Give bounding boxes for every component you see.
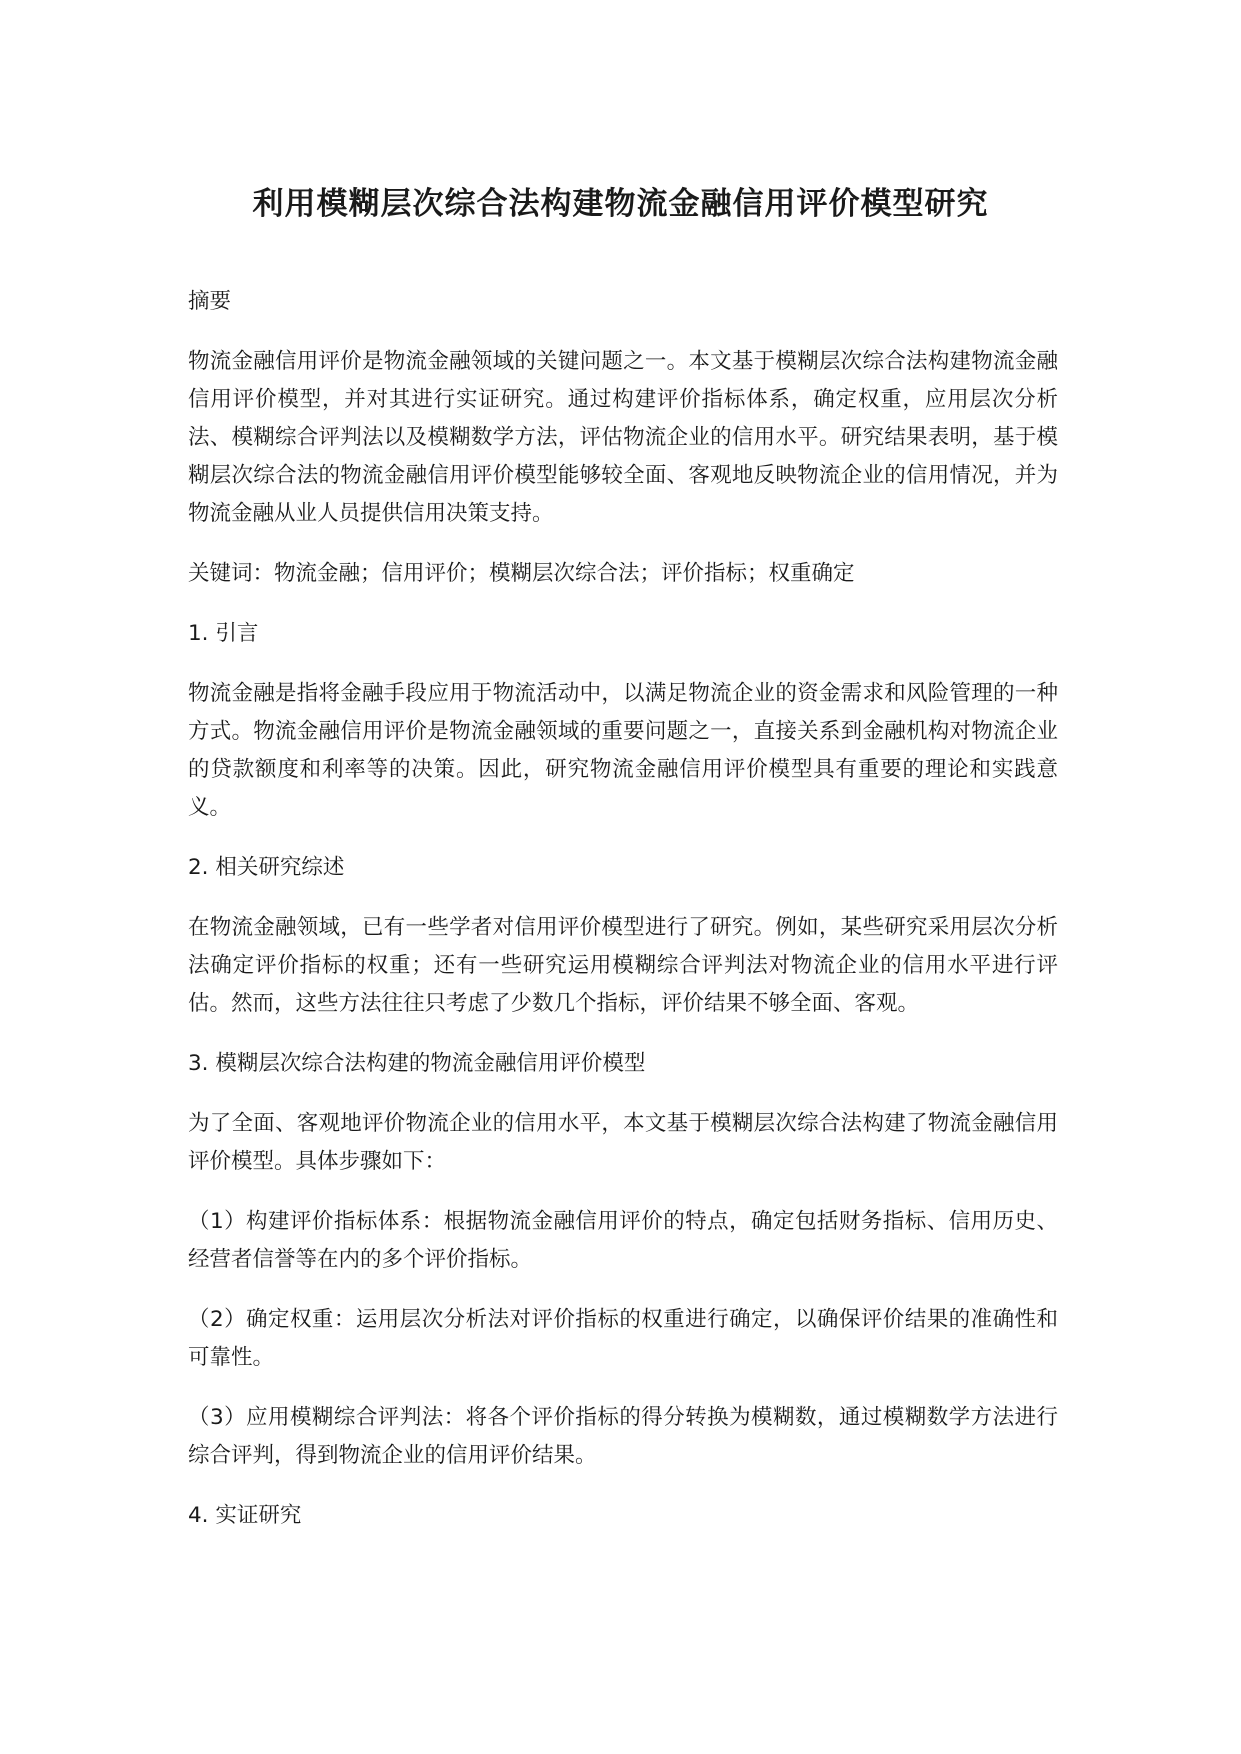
section-paragraph-literature-review: 在物流金融领域，已有一些学者对信用评价模型进行了研究。例如，某些研究采用层次分析法确定评价指标的权重；还有一些研究运用模糊综合评判法对物流企业的信用水平进行评估。然而，这些方法往往只考虑了少数几个指标，评价结果不够全面、客观。 <box>188 915 1058 1016</box>
section-heading-empirical-study: 4. 实证研究 <box>188 1503 302 1528</box>
document-body <box>188 283 1058 1557</box>
document-title: 利用模糊层次综合法构建物流金融信用评价模型研究 <box>252 186 989 222</box>
model-step-1: （1）构建评价指标体系：根据物流金融信用评价的特点，确定包括财务指标、信用历史、经营者信誉等在内的多个评价指标。 <box>188 1209 1058 1272</box>
abstract-paragraph: 物流金融信用评价是物流金融领域的关键问题之一。本文基于模糊层次综合法构建物流金融信用评价模型，并对其进行实证研究。通过构建评价指标体系，确定权重，应用层次分析法、模糊综合评判法以及模糊数学方法，评估物流企业的信用水平。研究结果表明，基于模糊层次综合法的物流金融信用评价模型能够较全面、客观地反映物流企业的信用情况，并为物流金融从业人员提供信用决策支持。 <box>188 349 1058 526</box>
section-paragraph-introduction: 物流金融是指将金融手段应用于物流活动中，以满足物流企业的资金需求和风险管理的一种方式。物流金融信用评价是物流金融领域的重要问题之一，直接关系到金融机构对物流企业的贷款额度和利率等的决策。因此，研究物流金融信用评价模型具有重要的理论和实践意义。 <box>188 681 1058 820</box>
section-heading-model: 3. 模糊层次综合法构建的物流金融信用评价模型 <box>188 1051 646 1076</box>
keywords-line: 关键词：物流金融；信用评价；模糊层次综合法；评价指标；权重确定 <box>188 561 855 586</box>
abstract-heading: 摘要 <box>188 289 232 314</box>
model-step-2: （2）确定权重：运用层次分析法对评价指标的权重进行确定，以确保评价结果的准确性和可靠性。 <box>188 1307 1058 1370</box>
model-step-3: （3）应用模糊综合评判法：将各个评价指标的得分转换为模糊数，通过模糊数学方法进行综合评判，得到物流企业的信用评价结果。 <box>188 1405 1058 1468</box>
section-heading-introduction: 1. 引言 <box>188 621 259 646</box>
section-paragraph-model: 为了全面、客观地评价物流企业的信用水平，本文基于模糊层次综合法构建了物流金融信用评价模型。具体步骤如下： <box>188 1111 1058 1174</box>
section-heading-literature-review: 2. 相关研究综述 <box>188 855 345 880</box>
